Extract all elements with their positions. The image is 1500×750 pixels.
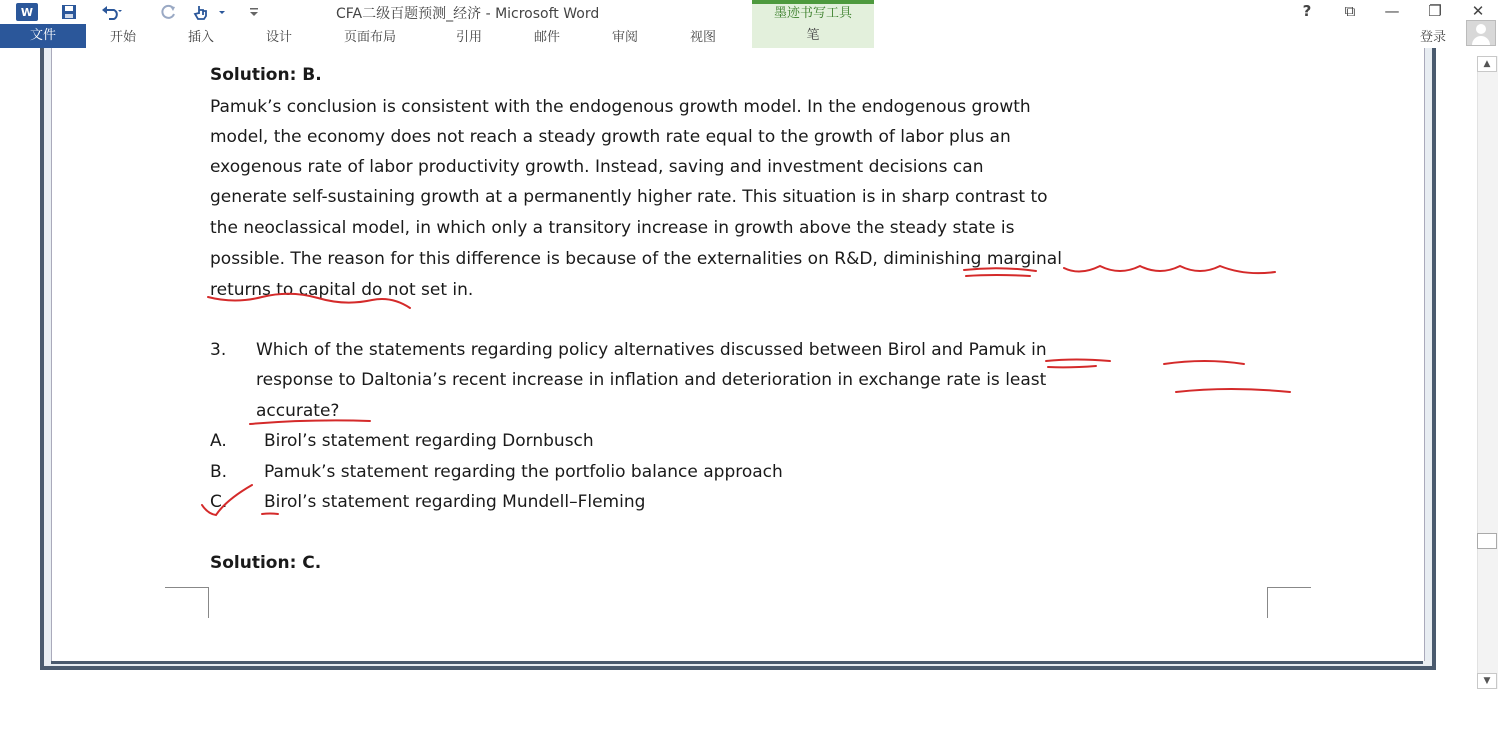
solution-b-heading: Solution: B. — [210, 65, 322, 85]
tab-pen[interactable]: 笔 — [752, 24, 874, 48]
paragraph-line: the neoclassical model, in which only a transitory increase in growth above the steady state is — [210, 218, 1015, 238]
undo-icon[interactable] — [98, 2, 126, 22]
margin-corner-mark — [165, 587, 209, 618]
question-line: response to Daltonia’s recent increase in inflation and deterioration in exchange rate is least — [256, 370, 1047, 390]
ink-tools-context-label: 墨迹书写工具 — [752, 0, 874, 24]
close-button[interactable]: ✕ — [1471, 2, 1485, 20]
option-text: Pamuk’s statement regarding the portfolio balance approach — [264, 462, 783, 482]
ribbon-tab-bar — [0, 24, 1500, 48]
paragraph-line: exogenous rate of labor productivity growth. Instead, saving and investment decisions can — [210, 157, 984, 177]
title-bar — [0, 0, 1500, 24]
paragraph-line: model, the economy does not reach a steady growth rate equal to the growth of labor plus an — [210, 127, 1011, 147]
question-line: Which of the statements regarding policy alternatives discussed between Birol and Pamuk in — [256, 340, 1047, 360]
tab-review[interactable]: 审阅 — [612, 30, 639, 45]
page-edge — [51, 661, 1423, 664]
save-icon[interactable] — [58, 2, 80, 22]
tab-page-layout[interactable]: 页面布局 — [344, 30, 397, 45]
option-letter: C. — [210, 492, 228, 512]
redo-icon[interactable] — [156, 2, 180, 22]
tab-mailings[interactable]: 邮件 — [534, 30, 561, 45]
touch-mode-icon[interactable] — [190, 2, 230, 22]
word-app-icon[interactable]: W — [16, 3, 38, 21]
sign-in-link[interactable]: 登录 — [1420, 30, 1447, 45]
tab-design[interactable]: 设计 — [266, 30, 293, 45]
option-letter: A. — [210, 431, 227, 451]
solution-c-heading: Solution: C. — [210, 553, 322, 573]
paragraph-line: Pamuk’s conclusion is consistent with the endogenous growth model. In the endogenous growth — [210, 97, 1031, 117]
scroll-down-arrow-icon[interactable]: ▼ — [1477, 673, 1497, 689]
scrollbar-track[interactable] — [1477, 56, 1498, 689]
paragraph-line: possible. The reason for this difference is because of the externalities on R&D, diminishing marginal — [210, 249, 1062, 269]
tab-home[interactable]: 开始 — [110, 30, 137, 45]
tab-view[interactable]: 视图 — [690, 30, 717, 45]
scroll-up-arrow-icon[interactable]: ▲ — [1477, 56, 1497, 72]
scrollbar-thumb[interactable] — [1477, 533, 1497, 549]
option-text: Birol’s statement regarding Dornbusch — [264, 431, 594, 451]
help-button[interactable]: ? — [1302, 2, 1312, 20]
option-text: Birol’s statement regarding Mundell–Fleming — [264, 492, 646, 512]
paragraph-line: generate self-sustaining growth at a permanently higher rate. This situation is in sharp contrast to — [210, 187, 1048, 207]
customize-toolbar-icon[interactable] — [244, 2, 264, 22]
paragraph-line: returns to capital do not set in. — [210, 280, 474, 300]
option-letter: B. — [210, 462, 228, 482]
document-gutter — [0, 688, 1474, 750]
user-avatar-icon[interactable] — [1466, 20, 1496, 46]
minimize-button[interactable]: — — [1384, 2, 1400, 20]
tab-file[interactable]: 文件 — [0, 24, 86, 48]
question-number: 3. — [210, 340, 227, 360]
margin-corner-mark — [1267, 587, 1311, 618]
question-line: accurate? — [256, 401, 340, 421]
tab-references[interactable]: 引用 — [456, 30, 483, 45]
restore-button[interactable]: ❐ — [1428, 2, 1442, 20]
ribbon-display-options-button[interactable]: ⧉ — [1344, 2, 1356, 20]
tab-insert[interactable]: 插入 — [188, 30, 215, 45]
document-title: CFA二级百题预测_经济 - Microsoft Word — [336, 6, 600, 22]
